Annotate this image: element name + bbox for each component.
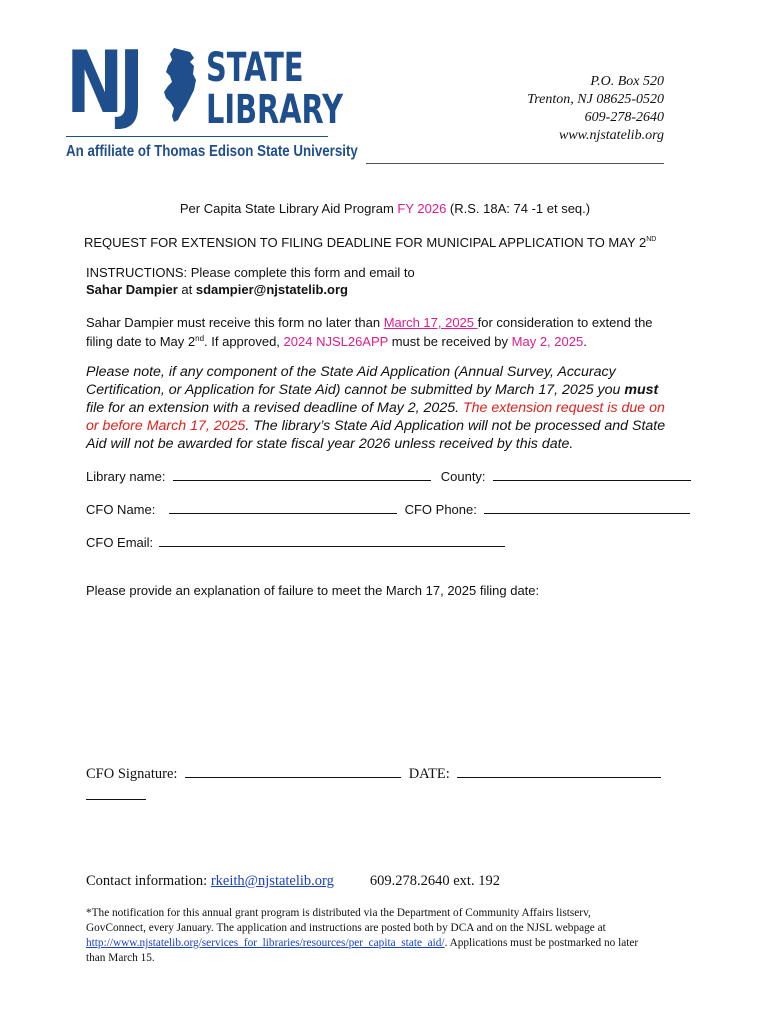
county-field[interactable] [493, 468, 691, 481]
date-label: DATE: [408, 766, 450, 782]
signature-row [86, 764, 661, 783]
cfo-email-label: CFO Email: [86, 535, 154, 550]
application-code: 2024 NJSL26APP [283, 334, 389, 349]
deadline-date: March 17, 2025 [383, 315, 478, 330]
cfo-name-field[interactable] [169, 501, 397, 514]
library-name-label: Library name: [86, 469, 166, 484]
logo-divider [66, 136, 328, 137]
program-title: Per Capita State Library Aid Program FY 2026 (R.S. 18A: 74 -1 et seq.) [179, 201, 591, 216]
fiscal-year: FY 2026 [397, 201, 447, 216]
library-name-field[interactable] [173, 468, 431, 481]
footnote: *The notification for this annual grant program is distributed via the Department of Community Affairs listserv, GovConnect, every January. The application and instructions are posted both by DCA and on the NJSL webpage at http://www.njstatelib.org/services_for_libraries/resources/per_capita_state_aid/. Applications must be postmarked no later than March 15. [86, 907, 639, 964]
date-field[interactable] [457, 764, 661, 778]
address-line: 609-278-2640 [584, 110, 664, 125]
library-name-row [86, 468, 691, 485]
header-divider [366, 163, 664, 164]
date-field-continuation[interactable] [86, 798, 146, 800]
request-heading: REQUEST FOR EXTENSION TO FILING DEADLINE FOR MUNICIPAL APPLICATION TO MAY 2ND [84, 235, 657, 250]
deadline-line-1: Sahar Dampier must receive this form no later than March 17, 2025 for consideration to extend the [86, 315, 653, 330]
address-website: www.njstatelib.org [558, 128, 664, 143]
contact-email: sdampier@njstatelib.org [195, 282, 348, 297]
contact-information [86, 872, 500, 890]
address-line: P.O. Box 520 [590, 74, 664, 89]
mailing-address [527, 73, 664, 145]
contact-phone: 609.278.2640 ext. 192 [369, 873, 500, 889]
affiliate-text: An affiliate of Thomas Edison State University [66, 143, 358, 160]
contact-person: Sahar Dampier at sdampier@njstatelib.org [86, 282, 348, 297]
county-label: County: [440, 469, 486, 484]
logo-nj-text: NJ [66, 33, 140, 133]
deadline-line-2: filing date to May 2nd. If approved, 2024 NJSL26APP must be received by May 2, 2025. [86, 334, 587, 349]
new-jersey-map-icon [160, 46, 200, 124]
address-line: Trenton, NJ 08625-0520 [527, 92, 664, 107]
logo-state-text: STATE [206, 45, 304, 91]
cfo-phone-label: CFO Phone: [404, 502, 477, 517]
cfo-signature-label: CFO Signature: [86, 766, 178, 782]
explanation-prompt: Please provide an explanation of failure to meet the March 17, 2025 filing date: [86, 583, 540, 598]
cfo-email-row [86, 534, 505, 551]
cfo-signature-field[interactable] [185, 764, 401, 778]
cfo-email-field[interactable] [159, 534, 505, 547]
nj-state-library-logo [66, 33, 343, 133]
njsl-webpage-link[interactable]: http://www.njstatelib.org/services_for_libraries/resources/per_capita_state_aid/ [86, 937, 445, 949]
contact-email-link[interactable]: rkeith@njstatelib.org [210, 873, 334, 889]
cfo-name-label: CFO Name: [86, 502, 156, 517]
extended-date: May 2, 2025 [511, 334, 584, 349]
cfo-phone-field[interactable] [484, 501, 690, 514]
cfo-name-row [86, 501, 690, 518]
instructions-line: INSTRUCTIONS: Please complete this form and email to [86, 265, 415, 280]
important-note: Please note, if any component of the State Aid Application (Annual Survey, Accuracy Certification, or Application for State Aid) cannot be submitted by March 17, 2025 you must file for an extension with a revised deadline of May 2, 2025. The extension request is due on or before March 17, 2025. The library’s State Aid Application will not be processed and State Aid will not be awarded for state fiscal year 2026 unless received by this date. [86, 364, 666, 452]
logo-library-text: LIBRARY [206, 87, 343, 133]
contact-label: Contact information: [86, 873, 211, 889]
